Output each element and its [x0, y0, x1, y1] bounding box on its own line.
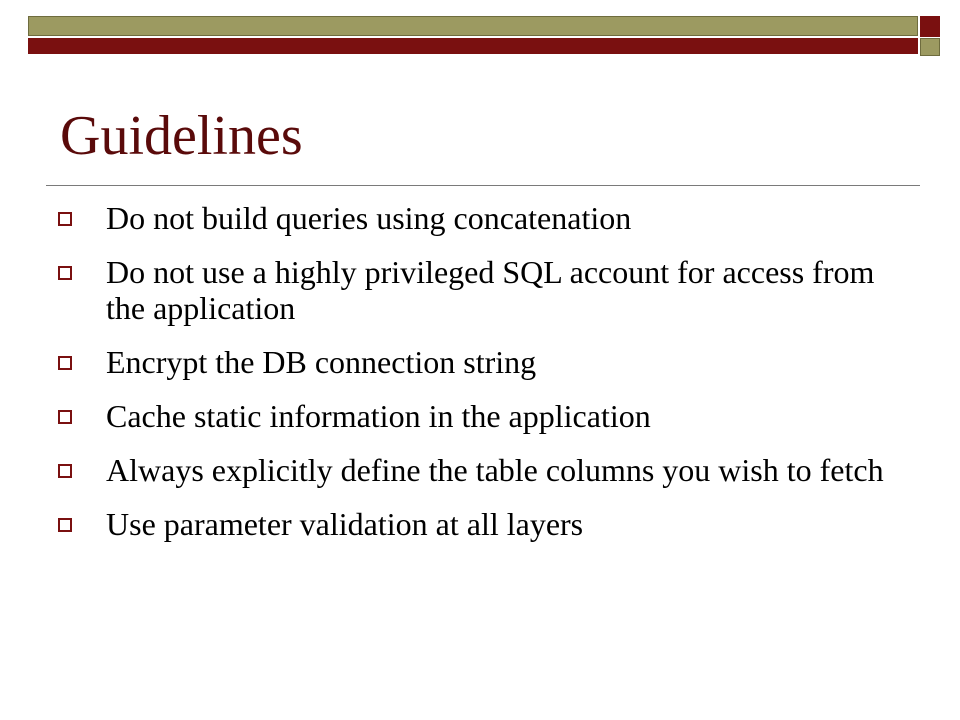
hollow-square-bullet-icon [58, 410, 72, 424]
bullet-text: Do not build queries using concatenation [106, 200, 632, 236]
corner-olive-square [920, 38, 940, 56]
bullet-text: Always explicitly define the table columns you wish to fetch [106, 452, 884, 488]
bullet-item [58, 398, 918, 434]
hollow-square-bullet-icon [58, 356, 72, 370]
slide-title: Guidelines [60, 105, 303, 167]
hollow-square-bullet-icon [58, 212, 72, 226]
bullet-text: Do not use a highly privileged SQL account for access from the application [106, 254, 875, 326]
top-olive-bar [28, 16, 918, 36]
bullet-item [58, 254, 918, 326]
hollow-square-bullet-icon [58, 518, 72, 532]
bullet-item [58, 200, 918, 236]
hollow-square-bullet-icon [58, 464, 72, 478]
bullet-list [58, 200, 918, 560]
bullet-item [58, 506, 918, 542]
bullet-text: Cache static information in the application [106, 398, 651, 434]
title-divider [46, 185, 920, 186]
bullet-item [58, 344, 918, 380]
corner-maroon-square [920, 16, 940, 37]
bullet-text: Encrypt the DB connection string [106, 344, 537, 380]
bullet-text: Use parameter validation at all layers [106, 506, 584, 542]
top-maroon-bar [28, 38, 918, 54]
bullet-item [58, 452, 918, 488]
hollow-square-bullet-icon [58, 266, 72, 280]
